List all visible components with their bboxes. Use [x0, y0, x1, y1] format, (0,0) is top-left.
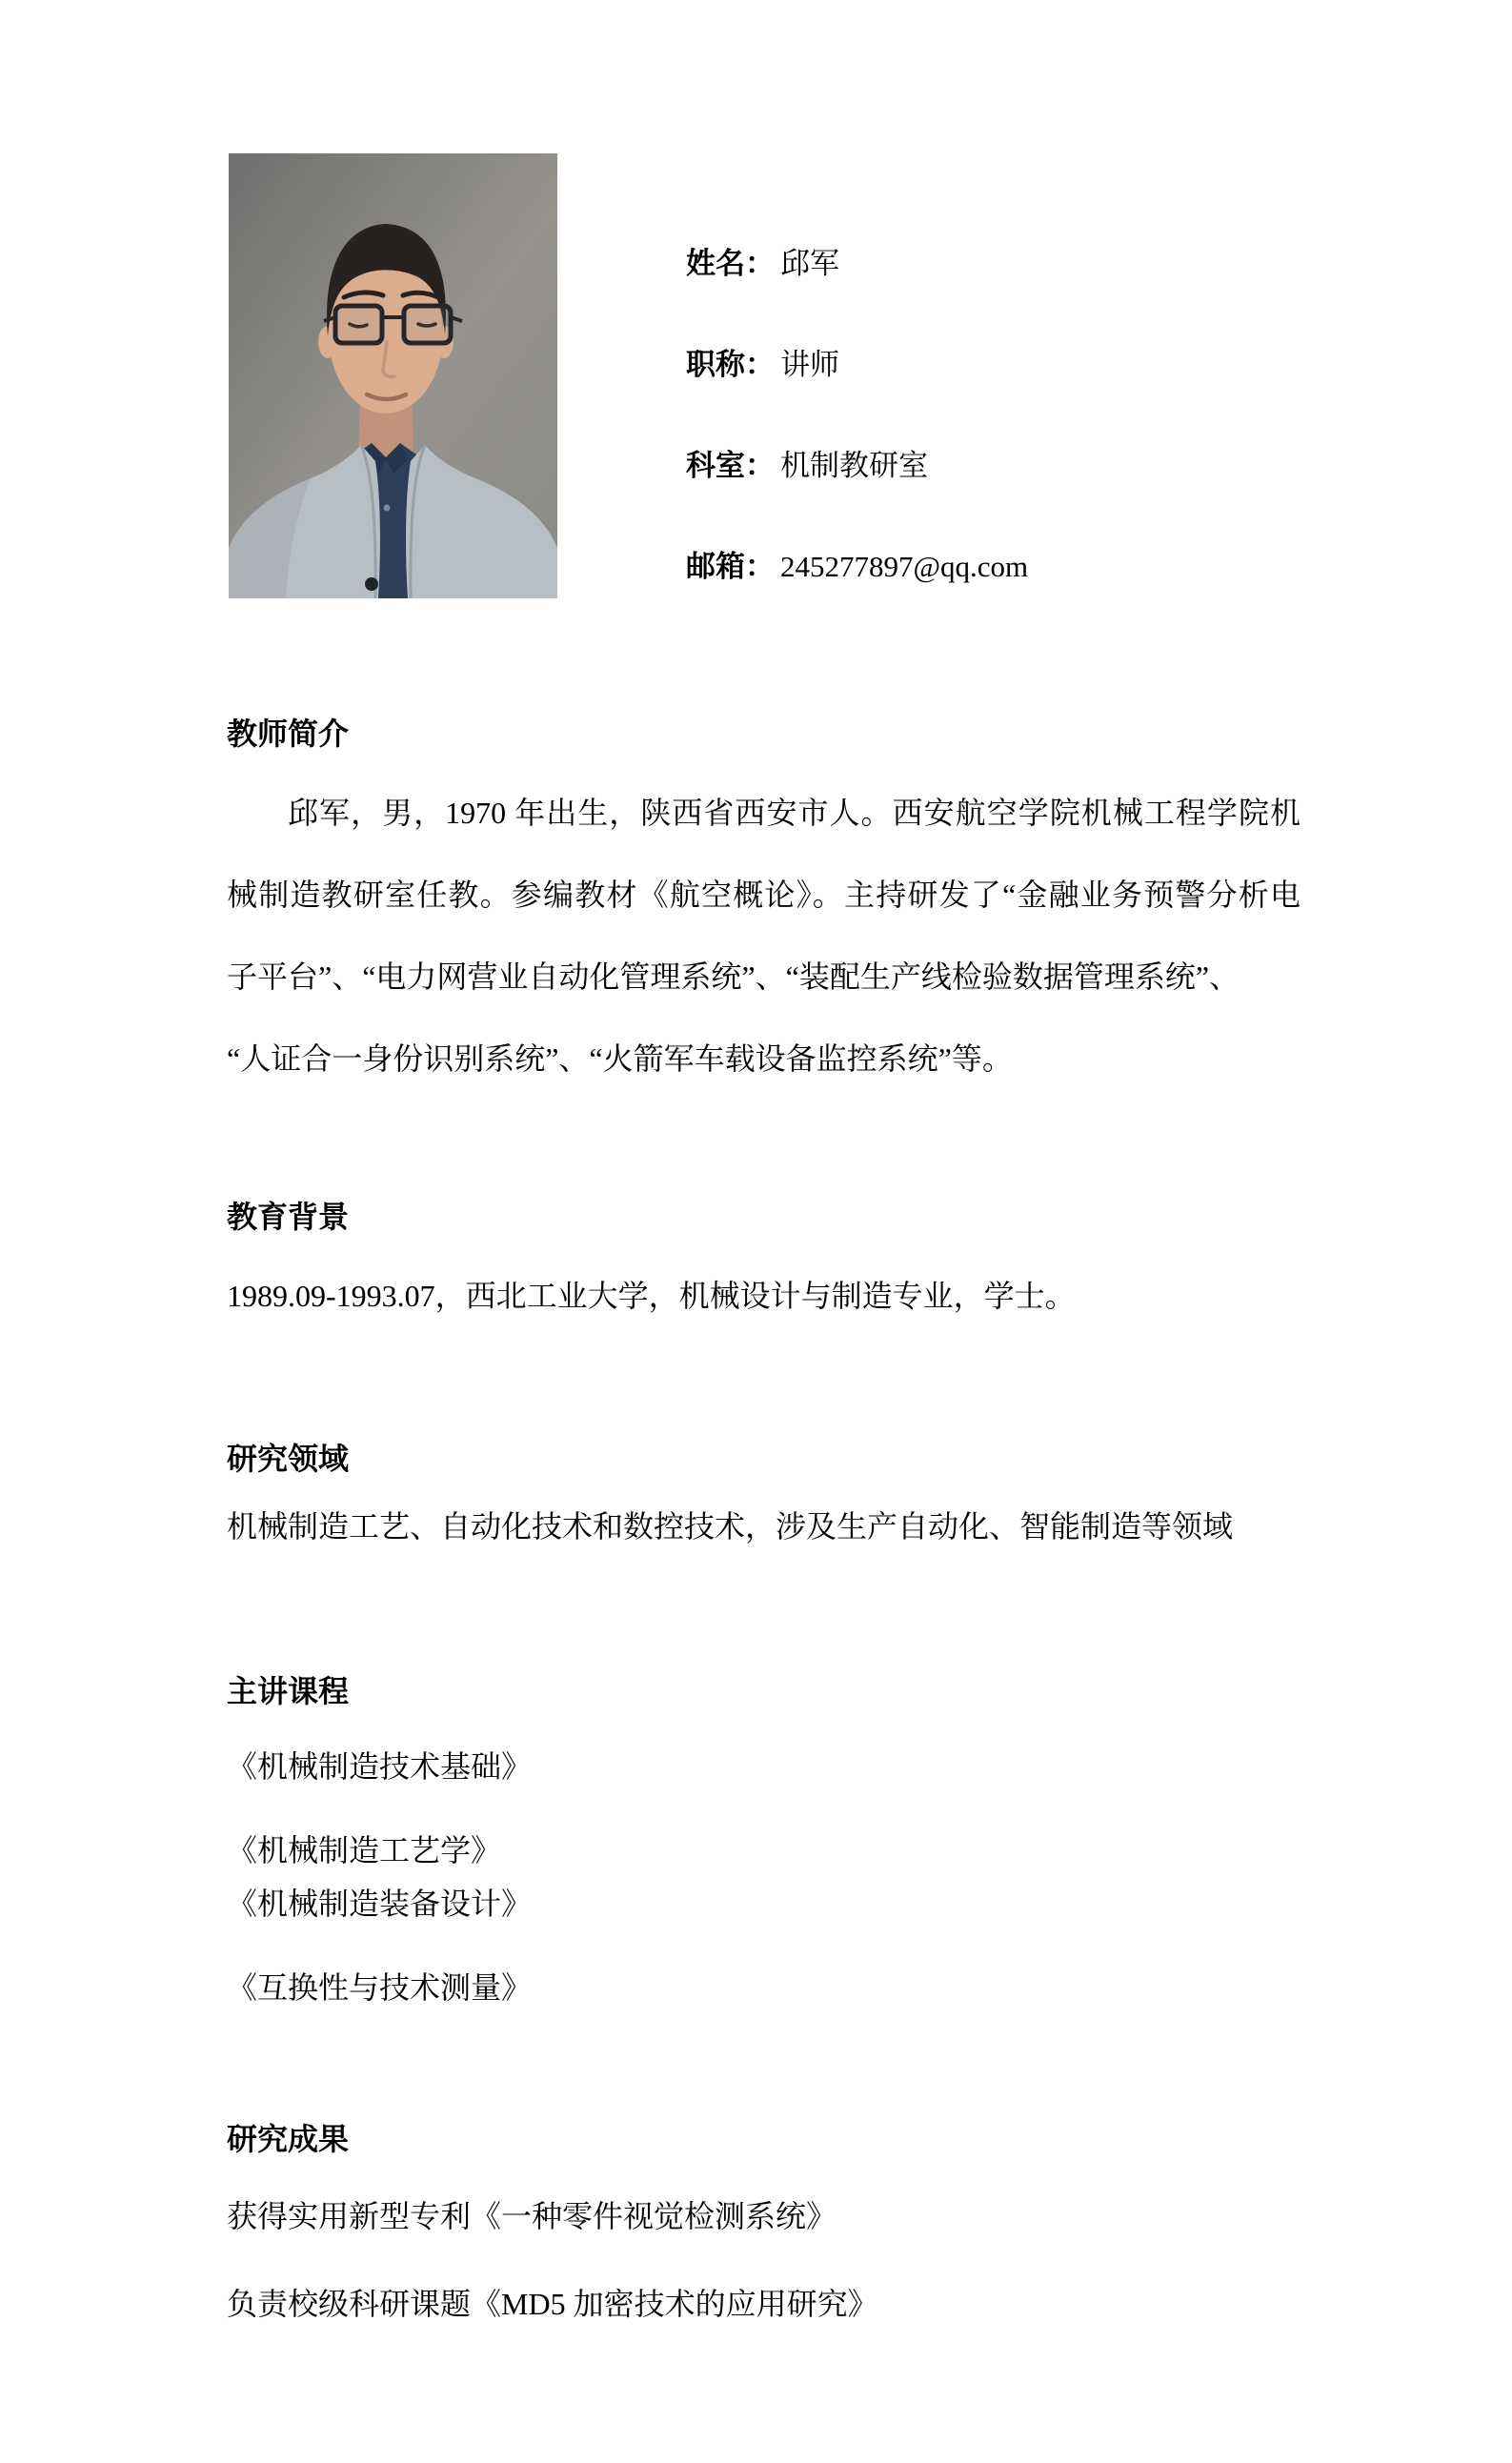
name-label: 姓名：	[686, 247, 775, 280]
eye-right	[418, 324, 435, 326]
course-item: 《机械制造工艺学》	[227, 1833, 502, 1867]
info-row-department	[686, 445, 928, 487]
info-row-title	[686, 344, 839, 386]
course-item: 《互换性与技术测量》	[227, 1970, 533, 2005]
email-label: 邮箱：	[686, 550, 775, 583]
course-item: 《机械制造装备设计》	[227, 1887, 533, 1921]
intro-line: 邱军，男，1970 年出生，陕西省西安市人。西安航空学院机械工程学院机	[288, 796, 1300, 830]
achievement-item: 负责校级科研课题《MD5 加密技术的应用研究》	[227, 2287, 878, 2321]
shirt-button	[384, 505, 391, 512]
info-row-email	[686, 546, 1028, 588]
intro-line: 子平台”、“电力网营业自动化管理系统”、“装配生产线检验数据管理系统”、	[227, 959, 1240, 994]
intro-paragraph	[227, 772, 1300, 1100]
email-value: 245277897@qq.com	[780, 550, 1029, 583]
info-row-name	[686, 243, 839, 285]
section-achievements-heading: 研究成果	[227, 2122, 350, 2156]
title-label: 职称：	[686, 348, 775, 381]
portrait-svg	[229, 153, 557, 598]
course-item: 《机械制造技术基础》	[227, 1749, 533, 1784]
name-value: 邱军	[780, 247, 839, 280]
intro-line: “人证合一身份识别系统”、“火箭军车载设备监控系统”等。	[227, 1041, 1013, 1076]
education-line: 1989.09-1993.07，西北工业大学，机械设计与制造专业，学士。	[227, 1279, 1076, 1313]
section-courses-heading: 主讲课程	[227, 1674, 350, 1708]
department-label: 科室：	[686, 449, 775, 482]
title-value: 讲师	[780, 348, 839, 381]
section-education-heading: 教育背景	[227, 1200, 350, 1234]
department-value: 机制教研室	[780, 449, 928, 482]
research-fields-line: 机械制造工艺、自动化技术和数控技术，涉及生产自动化、智能制造等领域	[227, 1509, 1234, 1544]
section-research-fields-heading: 研究领域	[227, 1442, 350, 1476]
teacher-photo	[229, 153, 557, 598]
achievement-item: 获得实用新型专利《一种零件视觉检测系统》	[227, 2199, 837, 2233]
glasses-left-lens	[335, 306, 382, 343]
intro-line: 械制造教研室任教。参编教材《航空概论》。主持研发了“金融业务预警分析电	[227, 878, 1300, 912]
jacket-button	[365, 577, 378, 591]
section-intro-heading: 教师简介	[227, 717, 350, 751]
